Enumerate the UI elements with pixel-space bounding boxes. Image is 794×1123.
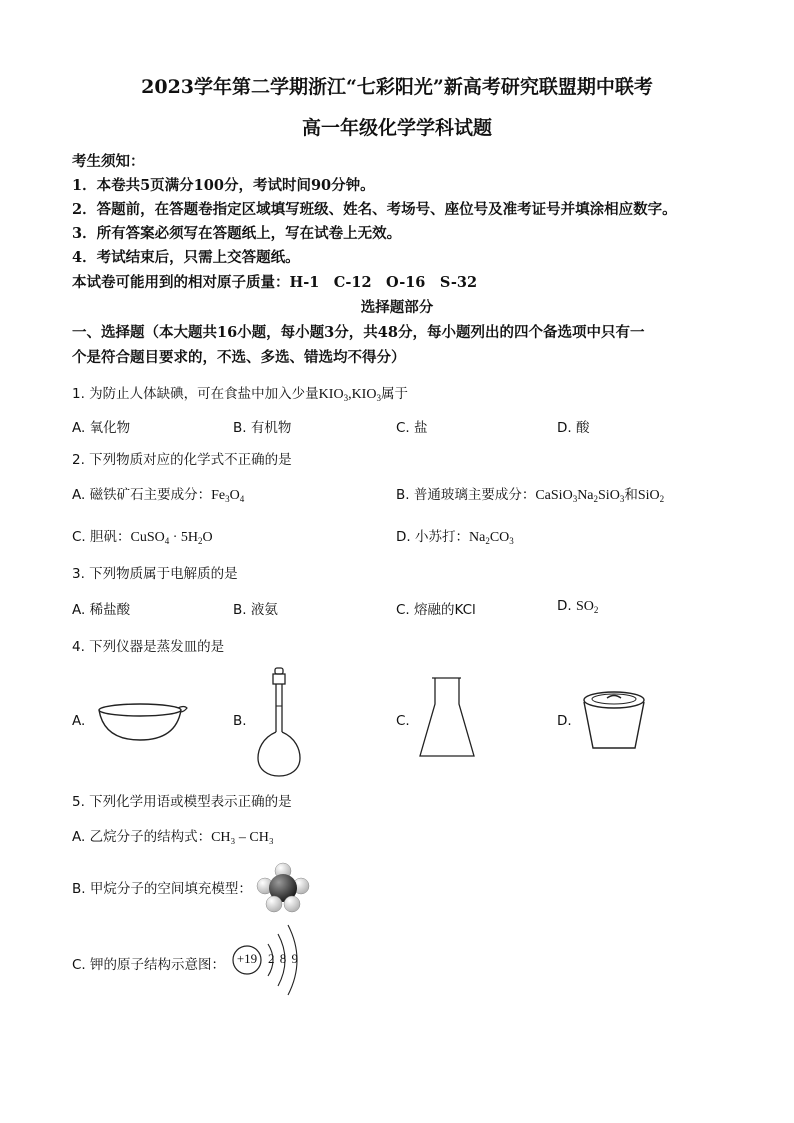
q1-option-b: B. 有机物 bbox=[233, 420, 292, 436]
section-instruction-1: 一、选择题（本大题共16小题，每小题3分，共48分，每小题列出的四个备选项中只有一 bbox=[72, 324, 645, 341]
q1-formula-1: $KIO_3$ bbox=[318, 387, 349, 403]
notice-heading: 考生须知： bbox=[72, 153, 145, 170]
crucible-image bbox=[580, 688, 648, 752]
q4-label-d: D. bbox=[557, 713, 572, 729]
q2-stem: 2. 下列物质对应的化学式不正确的是 bbox=[72, 452, 292, 468]
q4-stem: 4. 下列仪器是蒸发皿的是 bbox=[72, 639, 225, 655]
q5-option-a: A. 乙烷分子的结构式：CH₃ – CH₃ bbox=[72, 829, 274, 845]
q4-label-a: A. bbox=[72, 713, 86, 729]
methane-model-image bbox=[256, 862, 310, 914]
q2-option-b: B. 普通玻璃主要成分：$CaSiO_3Na_2SiO_3$和SiO$_2$ bbox=[396, 487, 665, 504]
atom-nucleus-charge: +19 bbox=[236, 951, 258, 966]
notice-item-2: 2．答题前，在答题卷指定区域填写班级、姓名、考场号、座位号及准考证号并填涂相应数字。 bbox=[72, 201, 677, 218]
potassium-atom-diagram bbox=[230, 922, 320, 998]
notice-item-4: 4．考试结束后，只需上交答题纸。 bbox=[72, 249, 300, 266]
section-instruction-2: 个是符合题目要求的，不选、多选、错选均不得分） bbox=[72, 349, 406, 366]
q5-option-b-label: B. 甲烷分子的空间填充模型： bbox=[72, 881, 252, 897]
q1-stem bbox=[72, 382, 408, 403]
atom-shell-electrons: 2 8 9 bbox=[268, 951, 299, 966]
q1-stem-text: 1. 为防止人体缺碘，可在食盐中加入少量 bbox=[72, 386, 319, 402]
volumetric-flask-image bbox=[254, 666, 304, 778]
atomic-mass-note: 本试卷可能用到的相对原子质量：H-1 C-12 O-16 S-32 bbox=[72, 274, 478, 291]
q3-option-a: A. 稀盐酸 bbox=[72, 602, 131, 618]
q1-sep: , bbox=[348, 387, 352, 402]
q5-option-c-label: C. 钾的原子结构示意图： bbox=[72, 957, 226, 973]
subject-title: 高一年级化学学科试题 bbox=[301, 117, 492, 139]
q2-option-a: A. 磁铁矿石主要成分：$Fe_3O_4$ bbox=[72, 487, 245, 504]
notice-item-3: 3．所有答案必须写在答题纸上，写在试卷上无效。 bbox=[72, 225, 402, 242]
q2-option-d: D. 小苏打：$Na_2CO_3$ bbox=[396, 529, 514, 546]
q1-formula-2: $KIO_3$ bbox=[351, 387, 381, 403]
q1-option-c: C. 盐 bbox=[396, 420, 428, 436]
q2-option-c: C. 胆矾：CuSO$_4$ · $5H_2O$ bbox=[72, 529, 213, 546]
section-title: 选择题部分 bbox=[360, 299, 434, 316]
q3-option-c: C. 熔融的KCl bbox=[396, 602, 476, 618]
q4-label-b: B. bbox=[233, 713, 247, 729]
q3-stem: 3. 下列物质属于电解质的是 bbox=[72, 566, 238, 582]
q5-stem: 5. 下列化学用语或模型表示正确的是 bbox=[72, 794, 292, 810]
q1-option-d: D. 酸 bbox=[557, 420, 590, 436]
conical-flask-image bbox=[417, 676, 477, 760]
q4-label-c: C. bbox=[396, 713, 410, 729]
notice-item-1: 1．本卷共5页满分100分，考试时间90分钟。 bbox=[72, 177, 375, 194]
exam-title: 2023学年第二学期浙江“七彩阳光”新高考研究联盟期中联考 bbox=[141, 76, 653, 98]
q3-option-d: D. $SO_2$ bbox=[557, 598, 599, 615]
q3-option-b: B. 液氨 bbox=[233, 602, 278, 618]
q1-tail: 属于 bbox=[380, 386, 408, 402]
evaporating-dish-image bbox=[94, 696, 190, 742]
q1-option-a: A. 氧化物 bbox=[72, 420, 131, 436]
